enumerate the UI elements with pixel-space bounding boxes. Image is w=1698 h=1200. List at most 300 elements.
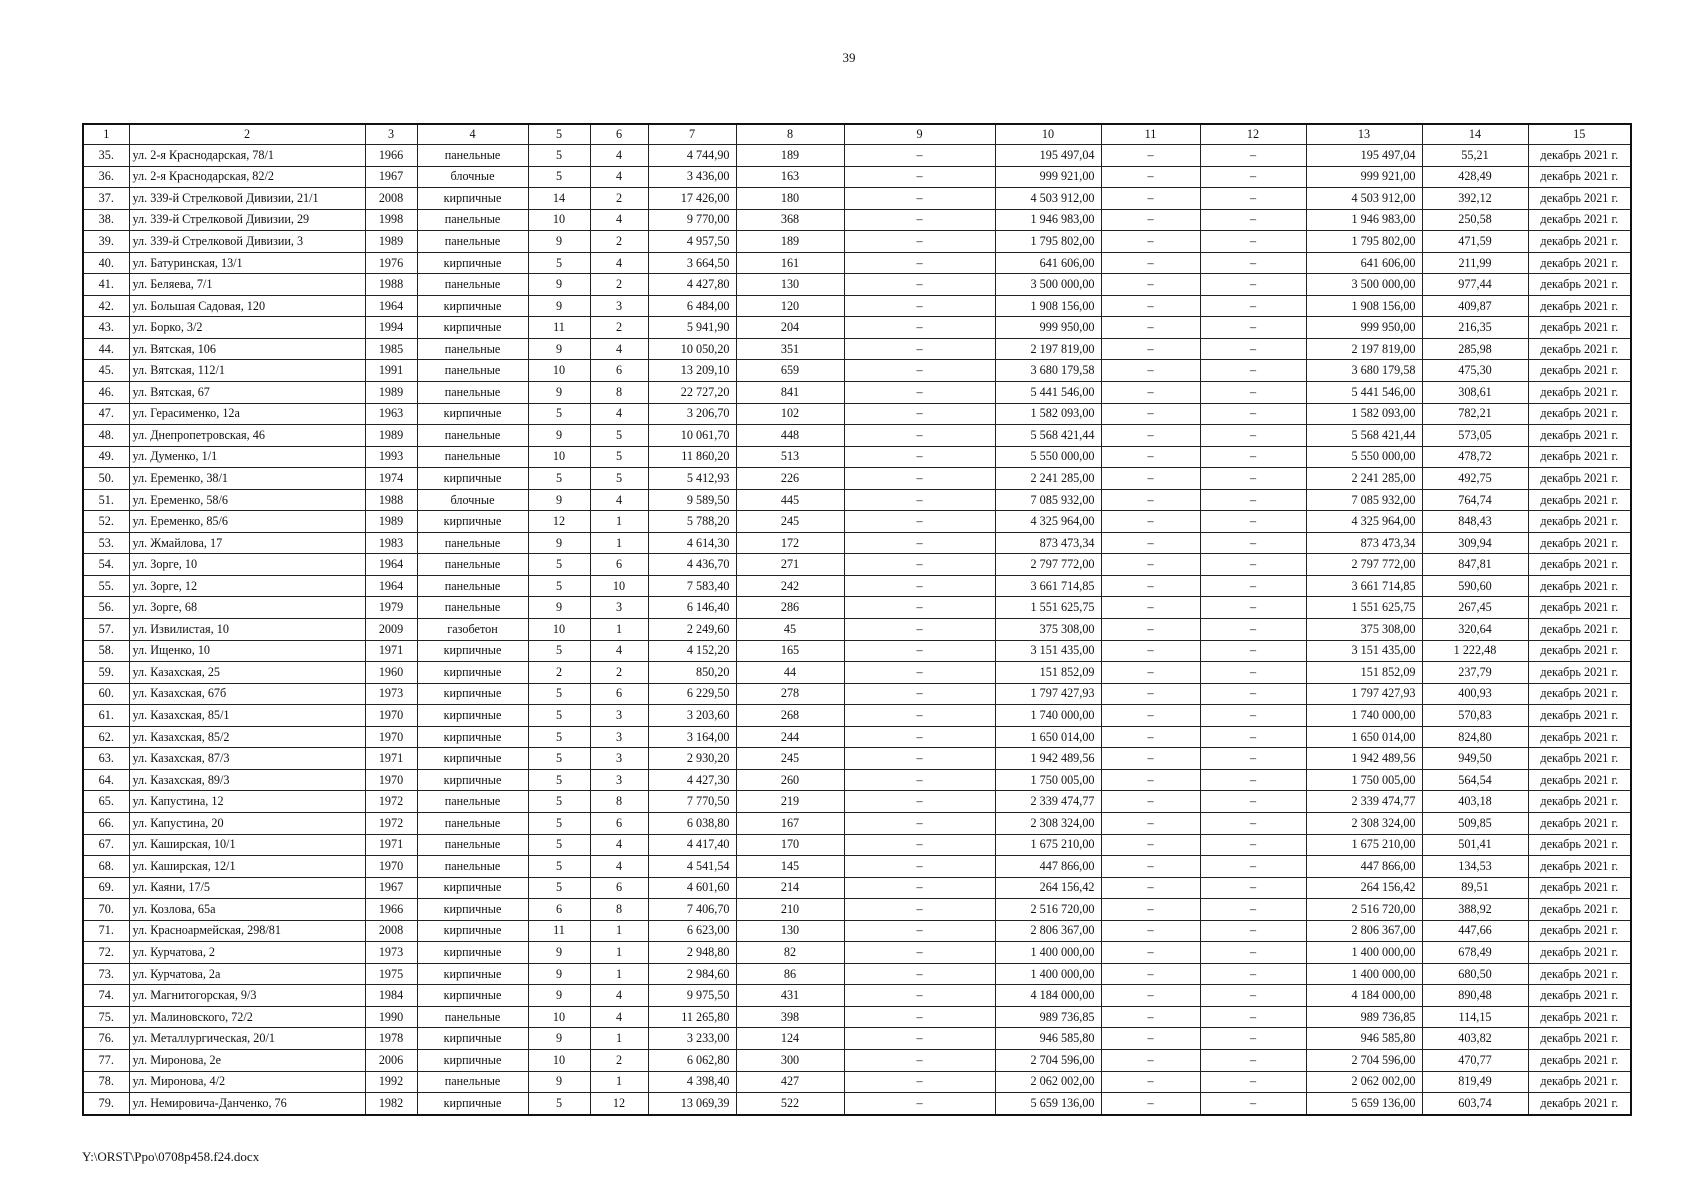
page-number: 39: [842, 50, 856, 65]
table-cell: 2 339 474,77: [995, 791, 1101, 813]
table-cell: 6 062,80: [648, 1049, 736, 1071]
table-cell: 6 038,80: [648, 812, 736, 834]
table-cell: 3 164,00: [648, 726, 736, 748]
table-cell: –: [1200, 1049, 1306, 1071]
table-cell: 513: [736, 446, 844, 468]
table-cell: декабрь 2021 г.: [1528, 834, 1631, 856]
table-cell: 151 852,09: [995, 662, 1101, 684]
table-row: [83, 812, 1631, 834]
table-cell: 470,77: [1422, 1049, 1528, 1071]
table-cell: 210: [736, 899, 844, 921]
table-cell: 5 941,90: [648, 317, 736, 339]
table-cell: 286: [736, 597, 844, 619]
table-cell: 2 197 819,00: [1306, 338, 1422, 360]
table-cell: –: [1200, 360, 1306, 382]
table-cell: 5: [528, 166, 590, 188]
table-cell: 375 308,00: [995, 619, 1101, 641]
table-cell: панельные: [417, 812, 528, 834]
table-cell: декабрь 2021 г.: [1528, 166, 1631, 188]
table-cell: кирпичные: [417, 317, 528, 339]
table-cell: –: [1200, 791, 1306, 813]
table-cell: 2: [590, 274, 648, 296]
table-cell: ул. Беляева, 7/1: [129, 274, 365, 296]
table-cell: 9: [528, 985, 590, 1007]
table-cell: 1 946 983,00: [995, 209, 1101, 231]
table-cell: –: [844, 877, 995, 899]
table-cell: –: [844, 597, 995, 619]
table-cell: ул. Казахская, 25: [129, 662, 365, 684]
table-cell: 5: [528, 791, 590, 813]
table-cell: 9: [528, 1028, 590, 1050]
table-cell: 10: [528, 1006, 590, 1028]
table-cell: ул. Казахская, 89/3: [129, 769, 365, 791]
table-cell: –: [844, 1049, 995, 1071]
table-cell: 1 400 000,00: [1306, 963, 1422, 985]
table-row: [83, 791, 1631, 813]
table-cell: 7 085 932,00: [1306, 489, 1422, 511]
table-cell: 447 866,00: [1306, 856, 1422, 878]
table-cell: –: [1101, 360, 1200, 382]
table-cell: 1971: [365, 640, 417, 662]
table-cell: 1 908 156,00: [1306, 295, 1422, 317]
table-cell: 10: [528, 209, 590, 231]
table-cell: 1964: [365, 575, 417, 597]
table-cell: 264 156,42: [1306, 877, 1422, 899]
table-cell: 1974: [365, 468, 417, 490]
table-cell: 5: [528, 145, 590, 167]
table-cell: 79.: [83, 1093, 129, 1115]
table-cell: 1 795 802,00: [995, 231, 1101, 253]
table-cell: 5: [528, 640, 590, 662]
table-cell: –: [1101, 425, 1200, 447]
table-cell: 195 497,04: [1306, 145, 1422, 167]
table-cell: 782,21: [1422, 403, 1528, 425]
table-cell: 603,74: [1422, 1093, 1528, 1115]
table-cell: 5 568 421,44: [995, 425, 1101, 447]
table-cell: –: [1101, 489, 1200, 511]
table-cell: 4 152,20: [648, 640, 736, 662]
table-cell: 53.: [83, 532, 129, 554]
table-row: [83, 166, 1631, 188]
table-cell: ул. Казахская, 85/1: [129, 705, 365, 727]
table-cell: 2 797 772,00: [1306, 554, 1422, 576]
table-cell: 68.: [83, 856, 129, 878]
table-cell: –: [844, 791, 995, 813]
table-cell: ул. Казахская, 85/2: [129, 726, 365, 748]
table-cell: –: [844, 274, 995, 296]
table-cell: 1970: [365, 769, 417, 791]
table-cell: 2 308 324,00: [995, 812, 1101, 834]
table-cell: –: [1101, 295, 1200, 317]
table-cell: 1991: [365, 360, 417, 382]
table-cell: –: [844, 1006, 995, 1028]
table-cell: 1970: [365, 726, 417, 748]
table-cell: –: [1101, 317, 1200, 339]
table-cell: 1: [590, 963, 648, 985]
column-number-header: 14: [1422, 124, 1528, 145]
table-cell: 76.: [83, 1028, 129, 1050]
table-cell: 3 233,00: [648, 1028, 736, 1050]
table-cell: –: [1200, 812, 1306, 834]
table-cell: 4 427,80: [648, 274, 736, 296]
table-cell: 6: [590, 554, 648, 576]
table-cell: 392,12: [1422, 188, 1528, 210]
table-cell: 13 069,39: [648, 1093, 736, 1115]
table-cell: декабрь 2021 г.: [1528, 382, 1631, 404]
table-cell: 4: [590, 1006, 648, 1028]
table-cell: 49.: [83, 446, 129, 468]
table-cell: –: [1200, 1006, 1306, 1028]
table-cell: 1 222,48: [1422, 640, 1528, 662]
table-cell: 10: [528, 619, 590, 641]
table-cell: 1 675 210,00: [1306, 834, 1422, 856]
table-cell: –: [1200, 382, 1306, 404]
table-row: [83, 446, 1631, 468]
table-cell: 2 062 002,00: [1306, 1071, 1422, 1093]
table-row: [83, 188, 1631, 210]
table-cell: 6: [590, 812, 648, 834]
table-cell: 9: [528, 963, 590, 985]
table-row: [83, 468, 1631, 490]
table-cell: ул. Батуринская, 13/1: [129, 252, 365, 274]
table-cell: –: [1200, 1071, 1306, 1093]
table-cell: 195 497,04: [995, 145, 1101, 167]
table-cell: ул. Еременко, 38/1: [129, 468, 365, 490]
table-cell: 1: [590, 619, 648, 641]
table-cell: 7 406,70: [648, 899, 736, 921]
table-cell: 1: [590, 1071, 648, 1093]
table-cell: 5: [528, 877, 590, 899]
table-cell: кирпичные: [417, 726, 528, 748]
table-cell: ул. Днепропетровская, 46: [129, 425, 365, 447]
table-cell: 873 473,34: [1306, 532, 1422, 554]
table-cell: 819,49: [1422, 1071, 1528, 1093]
table-cell: декабрь 2021 г.: [1528, 188, 1631, 210]
table-row: [83, 769, 1631, 791]
table-cell: 3 206,70: [648, 403, 736, 425]
table-cell: 1 400 000,00: [1306, 942, 1422, 964]
table-cell: –: [844, 942, 995, 964]
table-cell: 564,54: [1422, 769, 1528, 791]
table-cell: 1 942 489,56: [1306, 748, 1422, 770]
table-cell: 475,30: [1422, 360, 1528, 382]
table-cell: 989 736,85: [995, 1006, 1101, 1028]
table-cell: декабрь 2021 г.: [1528, 338, 1631, 360]
table-row: [83, 1049, 1631, 1071]
table-cell: кирпичные: [417, 252, 528, 274]
table-cell: 4 417,40: [648, 834, 736, 856]
table-cell: ул. Красноармейская, 298/81: [129, 920, 365, 942]
table-cell: панельные: [417, 856, 528, 878]
table-cell: 2006: [365, 1049, 417, 1071]
table-cell: 447,66: [1422, 920, 1528, 942]
table-cell: 1964: [365, 295, 417, 317]
table-cell: кирпичные: [417, 295, 528, 317]
table-cell: 1989: [365, 511, 417, 533]
table-cell: 285,98: [1422, 338, 1528, 360]
table-cell: 2008: [365, 188, 417, 210]
table-cell: 1 400 000,00: [995, 963, 1101, 985]
table-cell: 45: [736, 619, 844, 641]
table-cell: 11 860,20: [648, 446, 736, 468]
table-cell: 3 661 714,85: [1306, 575, 1422, 597]
table-cell: 4: [590, 489, 648, 511]
table-cell: декабрь 2021 г.: [1528, 317, 1631, 339]
table-cell: ул. Капустина, 12: [129, 791, 365, 813]
table-row: [83, 662, 1631, 684]
table-cell: 398: [736, 1006, 844, 1028]
table-cell: 1 750 005,00: [995, 769, 1101, 791]
table-cell: 1: [590, 511, 648, 533]
table-cell: 2 806 367,00: [1306, 920, 1422, 942]
table-cell: 5: [528, 1093, 590, 1115]
table-cell: кирпичные: [417, 963, 528, 985]
table-cell: 388,92: [1422, 899, 1528, 921]
table-cell: 1967: [365, 166, 417, 188]
table-cell: ул. Металлургическая, 20/1: [129, 1028, 365, 1050]
table-cell: 1 908 156,00: [995, 295, 1101, 317]
table-cell: ул. Малиновского, 72/2: [129, 1006, 365, 1028]
table-cell: декабрь 2021 г.: [1528, 274, 1631, 296]
table-cell: 4: [590, 166, 648, 188]
table-cell: 245: [736, 748, 844, 770]
table-cell: 189: [736, 145, 844, 167]
table-cell: панельные: [417, 145, 528, 167]
table-cell: –: [844, 683, 995, 705]
table-cell: –: [1200, 532, 1306, 554]
table-cell: –: [1200, 1028, 1306, 1050]
table-cell: –: [1101, 382, 1200, 404]
column-number-header: 4: [417, 124, 528, 145]
table-cell: 2 930,20: [648, 748, 736, 770]
table-cell: декабрь 2021 г.: [1528, 575, 1631, 597]
table-cell: 977,44: [1422, 274, 1528, 296]
table-cell: 4: [590, 209, 648, 231]
table-cell: 1990: [365, 1006, 417, 1028]
table-cell: ул. Каяни, 17/5: [129, 877, 365, 899]
column-number-header: 15: [1528, 124, 1631, 145]
table-cell: 38.: [83, 209, 129, 231]
table-cell: ул. Вятская, 112/1: [129, 360, 365, 382]
table-cell: 10: [528, 360, 590, 382]
table-cell: 57.: [83, 619, 129, 641]
table-cell: 12: [528, 511, 590, 533]
table-cell: 1978: [365, 1028, 417, 1050]
table-cell: кирпичные: [417, 1093, 528, 1115]
table-cell: 5 441 546,00: [1306, 382, 1422, 404]
table-cell: 764,74: [1422, 489, 1528, 511]
table-cell: 163: [736, 166, 844, 188]
table-cell: 10 061,70: [648, 425, 736, 447]
table-cell: 1973: [365, 942, 417, 964]
table-cell: –: [1200, 317, 1306, 339]
table-cell: кирпичные: [417, 748, 528, 770]
table-cell: кирпичные: [417, 920, 528, 942]
table-cell: 2: [590, 662, 648, 684]
table-cell: –: [1101, 942, 1200, 964]
table-cell: 242: [736, 575, 844, 597]
column-number-header: 11: [1101, 124, 1200, 145]
table-cell: 8: [590, 899, 648, 921]
table-cell: декабрь 2021 г.: [1528, 1028, 1631, 1050]
table-cell: –: [844, 145, 995, 167]
table-cell: 5: [528, 403, 590, 425]
table-cell: 73.: [83, 963, 129, 985]
table-cell: 5 412,93: [648, 468, 736, 490]
table-cell: 1: [590, 942, 648, 964]
table-cell: 211,99: [1422, 252, 1528, 274]
table-cell: 70.: [83, 899, 129, 921]
table-cell: 6: [590, 877, 648, 899]
table-cell: ул. Еременко, 85/6: [129, 511, 365, 533]
table-cell: 3: [590, 597, 648, 619]
table-cell: блочные: [417, 166, 528, 188]
table-cell: –: [1200, 985, 1306, 1007]
table-cell: 10: [528, 1049, 590, 1071]
table-cell: декабрь 2021 г.: [1528, 1006, 1631, 1028]
table-cell: 1: [590, 920, 648, 942]
table-cell: панельные: [417, 791, 528, 813]
table-cell: 9: [528, 295, 590, 317]
table-cell: –: [1200, 338, 1306, 360]
table-cell: –: [1200, 899, 1306, 921]
table-cell: 55,21: [1422, 145, 1528, 167]
table-cell: –: [1200, 295, 1306, 317]
column-number-header: 12: [1200, 124, 1306, 145]
table-cell: –: [844, 619, 995, 641]
table-cell: декабрь 2021 г.: [1528, 942, 1631, 964]
table-cell: –: [844, 360, 995, 382]
table-row: [83, 683, 1631, 705]
table-cell: –: [1200, 489, 1306, 511]
table-cell: –: [1101, 1049, 1200, 1071]
table-cell: декабрь 2021 г.: [1528, 920, 1631, 942]
table-cell: 6: [528, 899, 590, 921]
table-cell: 946 585,80: [1306, 1028, 1422, 1050]
table-cell: ул. Курчатова, 2: [129, 942, 365, 964]
table-cell: 3 203,60: [648, 705, 736, 727]
table-cell: 4 744,90: [648, 145, 736, 167]
table-cell: –: [1200, 597, 1306, 619]
table-cell: декабрь 2021 г.: [1528, 705, 1631, 727]
table-row: [83, 425, 1631, 447]
table-row: [83, 705, 1631, 727]
table-cell: 1 551 625,75: [1306, 597, 1422, 619]
table-cell: 58.: [83, 640, 129, 662]
table-cell: 1 551 625,75: [995, 597, 1101, 619]
table-cell: 2 948,80: [648, 942, 736, 964]
table-cell: –: [1101, 166, 1200, 188]
table-cell: декабрь 2021 г.: [1528, 619, 1631, 641]
table-cell: 4 614,30: [648, 532, 736, 554]
table-cell: 2 516 720,00: [1306, 899, 1422, 921]
table-cell: 264 156,42: [995, 877, 1101, 899]
table-cell: 1973: [365, 683, 417, 705]
table-cell: –: [844, 252, 995, 274]
table-cell: 824,80: [1422, 726, 1528, 748]
table-cell: 4 957,50: [648, 231, 736, 253]
table-cell: 9: [528, 425, 590, 447]
table-cell: –: [844, 532, 995, 554]
table-row: [83, 231, 1631, 253]
table-cell: 1985: [365, 338, 417, 360]
table-cell: 445: [736, 489, 844, 511]
table-cell: 4 503 912,00: [995, 188, 1101, 210]
table-cell: панельные: [417, 1071, 528, 1093]
table-cell: 590,60: [1422, 575, 1528, 597]
table-cell: 1972: [365, 812, 417, 834]
column-number-header: 10: [995, 124, 1101, 145]
table-cell: 61.: [83, 705, 129, 727]
table-cell: –: [844, 705, 995, 727]
table-row: [83, 726, 1631, 748]
column-number-header: 13: [1306, 124, 1422, 145]
table-cell: –: [1200, 834, 1306, 856]
table-cell: 2 339 474,77: [1306, 791, 1422, 813]
table-cell: 890,48: [1422, 985, 1528, 1007]
table-cell: 4 325 964,00: [995, 511, 1101, 533]
table-cell: декабрь 2021 г.: [1528, 1093, 1631, 1115]
table-cell: 641 606,00: [995, 252, 1101, 274]
table-row: [83, 640, 1631, 662]
table-cell: 573,05: [1422, 425, 1528, 447]
table-cell: декабрь 2021 г.: [1528, 640, 1631, 662]
table-cell: –: [844, 425, 995, 447]
table-cell: 4 541,54: [648, 856, 736, 878]
table-cell: ул. Борко, 3/2: [129, 317, 365, 339]
table-cell: 9: [528, 942, 590, 964]
table-cell: 3: [590, 748, 648, 770]
table-cell: –: [844, 899, 995, 921]
table-cell: 161: [736, 252, 844, 274]
table-cell: 4: [590, 403, 648, 425]
table-cell: –: [1101, 231, 1200, 253]
table-cell: –: [844, 338, 995, 360]
table-cell: 309,94: [1422, 532, 1528, 554]
table-cell: 1982: [365, 1093, 417, 1115]
table-cell: 11: [528, 317, 590, 339]
table-cell: 2 797 772,00: [995, 554, 1101, 576]
table-cell: 1970: [365, 705, 417, 727]
table-cell: 5 788,20: [648, 511, 736, 533]
table-cell: 4 325 964,00: [1306, 511, 1422, 533]
table-row: [83, 985, 1631, 1007]
table-cell: 48.: [83, 425, 129, 447]
table-cell: 9: [528, 1071, 590, 1093]
table-cell: 2: [590, 1049, 648, 1071]
table-row: [83, 382, 1631, 404]
table-row: [83, 1028, 1631, 1050]
table-cell: 3 436,00: [648, 166, 736, 188]
table-cell: 1988: [365, 489, 417, 511]
table-cell: 44: [736, 662, 844, 684]
table-cell: 4: [590, 985, 648, 1007]
table-cell: 4: [590, 834, 648, 856]
table-cell: –: [1200, 769, 1306, 791]
table-cell: 43.: [83, 317, 129, 339]
table-cell: 59.: [83, 662, 129, 684]
table-cell: 89,51: [1422, 877, 1528, 899]
table-cell: 427: [736, 1071, 844, 1093]
table-cell: 492,75: [1422, 468, 1528, 490]
table-cell: 678,49: [1422, 942, 1528, 964]
table-cell: 5: [528, 705, 590, 727]
table-cell: 6 623,00: [648, 920, 736, 942]
table-cell: –: [844, 403, 995, 425]
table-cell: декабрь 2021 г.: [1528, 145, 1631, 167]
table-cell: –: [844, 920, 995, 942]
table-cell: 3 680 179,58: [1306, 360, 1422, 382]
